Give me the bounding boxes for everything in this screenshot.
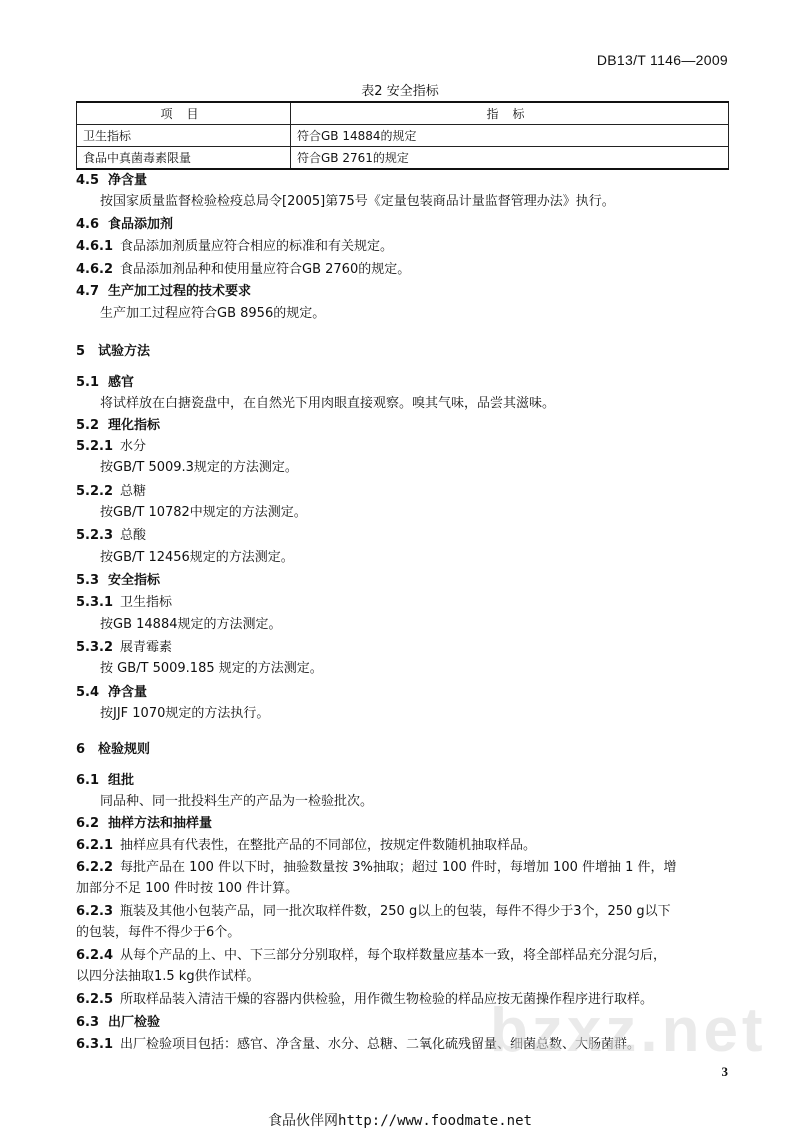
body-line: 同品种、同一批投料生产的产品为一检验批次。	[100, 794, 374, 809]
clause-number: 6.2.2	[76, 860, 114, 875]
table-caption: 表2 安全指标	[361, 84, 439, 99]
clause-number: 6.2	[76, 816, 100, 831]
body-line: 以四分法抽取1.5 kg供作试样。	[76, 969, 260, 984]
clause-number: 6.1	[76, 773, 100, 788]
clause-number: 4.6	[76, 217, 100, 232]
clause-text: 卫生指标	[120, 595, 173, 610]
body-line	[76, 684, 147, 702]
body-line	[76, 903, 671, 921]
clause-text: 试验方法	[98, 344, 151, 359]
clause-text: 总酸	[120, 528, 147, 543]
clause-text: 检验规则	[98, 742, 151, 757]
body-line: 的包装，每件不得少于6个。	[76, 925, 241, 940]
clause-number: 5.2	[76, 418, 100, 433]
body-line: 按 GB/T 5009.185 规定的方法测定。	[100, 661, 323, 676]
clause-text: 展青霉素	[120, 640, 173, 655]
body-line	[76, 594, 172, 612]
clause-number: 6.2.1	[76, 838, 114, 853]
body-line: 加部分不足 100 件时按 100 件计算。	[76, 881, 299, 896]
body-line	[76, 527, 146, 545]
page-number: 3	[721, 1064, 728, 1079]
body-line	[76, 947, 666, 965]
body-line: 按GB/T 12456规定的方法测定。	[100, 550, 294, 565]
table-row	[77, 147, 729, 170]
table-row	[77, 125, 729, 147]
body-line	[76, 741, 150, 759]
table-cell-indicator: 符合GB 2761的规定	[291, 147, 729, 170]
body-line	[76, 417, 160, 435]
body-line	[76, 815, 212, 833]
body-line	[76, 1014, 160, 1032]
clause-number: 5.3.2	[76, 640, 114, 655]
body-line: 按GB/T 10782中规定的方法测定。	[100, 505, 307, 520]
clause-text: 每批产品在 100 件以下时，抽验数量按 3%抽取；超过 100 件时，每增加 100 件增抽 1 件，增	[120, 860, 677, 875]
clause-text: 从每个产品的上、中、下三部分分别取样，每个取样数量应基本一致，将全部样品充分混匀后，	[120, 948, 667, 963]
clause-text: 食品添加剂	[108, 217, 174, 232]
clause-number: 6.2.5	[76, 992, 114, 1007]
clause-number: 5.4	[76, 685, 100, 700]
clause-number: 6.3.1	[76, 1037, 114, 1052]
body-line	[76, 639, 172, 657]
document-code: DB13/T 1146—2009	[596, 52, 728, 68]
clause-text: 净含量	[108, 685, 148, 700]
body-line: 将试样放在白搪瓷盘中，在自然光下用肉眼直接观察。嗅其气味，品尝其滋味。	[100, 396, 556, 411]
table-cell-item: 食品中真菌毒素限量	[77, 147, 291, 170]
clause-number: 5.2.2	[76, 484, 114, 499]
table-header-row	[77, 102, 729, 125]
clause-text: 总糖	[120, 484, 147, 499]
column-header-indicator: 指标	[291, 102, 729, 125]
body-line	[76, 483, 146, 501]
watermark: bzxz.net	[490, 996, 767, 1065]
table-cell-indicator: 符合GB 14884的规定	[291, 125, 729, 147]
clause-text: 组批	[108, 773, 135, 788]
column-header-item: 项目	[77, 102, 291, 125]
clause-number: 6.2.4	[76, 948, 114, 963]
body-line: 按GB 14884规定的方法测定。	[100, 617, 282, 632]
clause-text: 生产加工过程的技术要求	[108, 284, 252, 299]
clause-text: 抽样方法和抽样量	[108, 816, 213, 831]
clause-text: 抽样应具有代表性，在整批产品的不同部位，按规定件数随机抽取样品。	[120, 838, 537, 853]
body-line	[76, 238, 393, 256]
body-line	[76, 438, 146, 456]
body-line: 按国家质量监督检验检疫总局令[2005]第75号《定量包装商品计量监督管理办法》执行。	[100, 194, 615, 209]
clause-number: 4.5	[76, 173, 100, 188]
clause-number: 5.3.1	[76, 595, 114, 610]
clause-text: 净含量	[108, 173, 148, 188]
body-line	[76, 772, 134, 790]
clause-number: 6.2.3	[76, 904, 114, 919]
body-line	[76, 261, 410, 279]
clause-number: 5.3	[76, 573, 100, 588]
clause-text: 瓶装及其他小包装产品，同一批次取样件数，250 g以上的包装，每件不得少于3个，250 g以下	[120, 904, 671, 919]
footer-site-credit: 食品伙伴网http://www.foodmate.net	[268, 1113, 532, 1129]
body-line: 按JJF 1070规定的方法执行。	[100, 706, 270, 721]
clause-text: 出厂检验项目包括：感官、净含量、水分、总糖、二氧化硫残留量、细菌总数、大肠菌群。	[120, 1037, 641, 1052]
body-line	[76, 374, 134, 392]
body-line	[76, 859, 677, 877]
body-line	[76, 216, 173, 234]
body-line	[76, 343, 150, 361]
clause-number: 5.1	[76, 375, 100, 390]
clause-text: 食品添加剂质量应符合相应的标准和有关规定。	[120, 239, 394, 254]
table-cell-item: 卫生指标	[77, 125, 291, 147]
clause-text: 所取样品装入清洁干燥的容器内供检验，用作微生物检验的样品应按无菌操作程序进行取样。	[120, 992, 654, 1007]
clause-number: 5.2.3	[76, 528, 114, 543]
clause-text: 水分	[120, 439, 147, 454]
safety-indicator-table	[76, 101, 729, 170]
clause-number: 4.7	[76, 284, 100, 299]
body-line	[76, 172, 147, 190]
clause-text: 食品添加剂品种和使用量应符合GB 2760的规定。	[120, 262, 411, 277]
body-line: 按GB/T 5009.3规定的方法测定。	[100, 460, 298, 475]
body-line	[76, 572, 160, 590]
clause-number: 5.2.1	[76, 439, 114, 454]
clause-number: 4.6.1	[76, 239, 114, 254]
clause-number: 4.6.2	[76, 262, 114, 277]
clause-text: 出厂检验	[108, 1015, 161, 1030]
body-line	[76, 283, 251, 301]
body-line: 生产加工过程应符合GB 8956的规定。	[100, 306, 326, 321]
clause-number: 6	[76, 742, 86, 757]
clause-text: 理化指标	[108, 418, 161, 433]
body-line	[76, 837, 536, 855]
clause-text: 感官	[108, 375, 135, 390]
clause-number: 6.3	[76, 1015, 100, 1030]
clause-text: 安全指标	[108, 573, 161, 588]
clause-number: 5	[76, 344, 86, 359]
